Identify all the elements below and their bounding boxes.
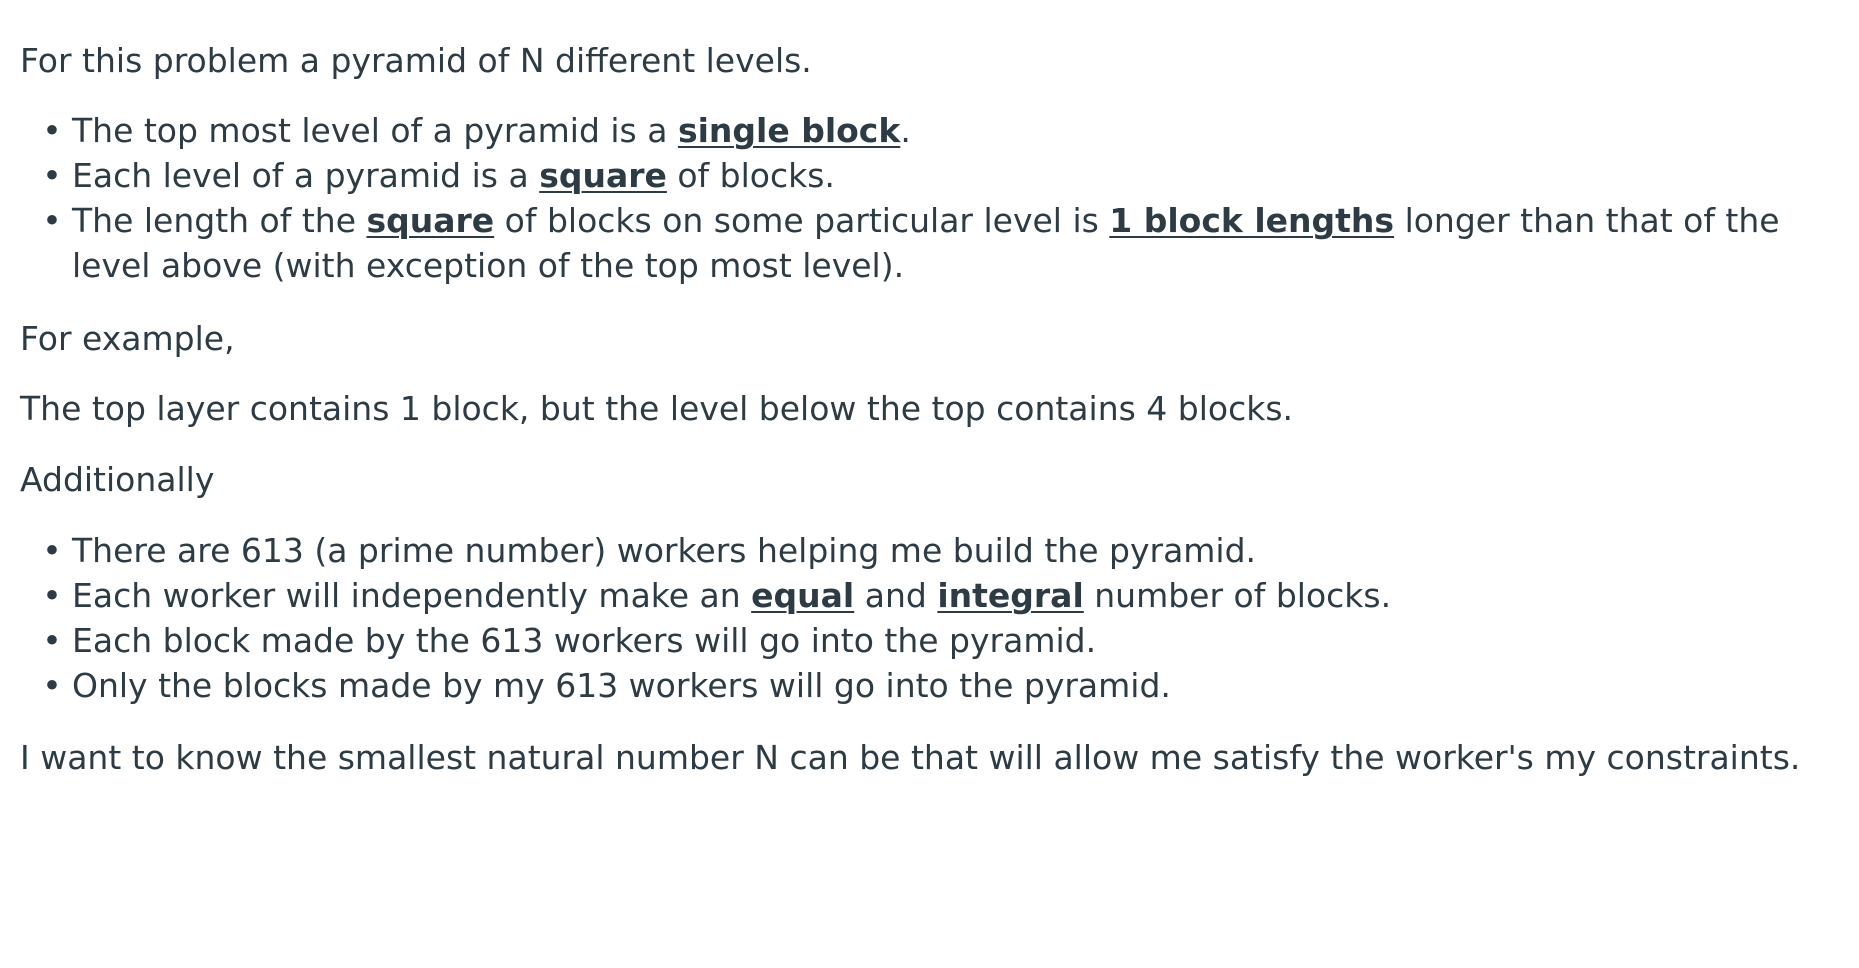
emphasis: 1 block lengths — [1109, 201, 1395, 240]
emphasis: equal — [751, 576, 855, 615]
intro-paragraph: For this problem a pyramid of N different levels. — [20, 41, 812, 80]
bullet-icon: • — [42, 621, 62, 660]
example-paragraph: The top layer contains 1 block, but the level below the top contains 4 blocks. — [20, 389, 1294, 428]
list-item: • The length of the square of blocks on some particular level is 1 block lengths longer than that of the level above (with exception of the top most level). — [20, 198, 1859, 288]
pyramid-rules-list — [20, 108, 1859, 288]
bullet-icon: • — [42, 531, 62, 570]
bullet-icon: • — [42, 666, 62, 705]
list-item: • There are 613 (a prime number) workers helping me build the pyramid. — [20, 528, 1859, 573]
bullet-icon: • — [42, 576, 62, 615]
list-item: • Each worker will independently make an equal and integral number of blocks. — [20, 573, 1859, 618]
emphasis: single block — [677, 111, 901, 150]
additionally-label: Additionally — [20, 460, 215, 499]
worker-constraints-list — [20, 528, 1859, 708]
list-item: • Each block made by the 613 workers will go into the pyramid. — [20, 618, 1859, 663]
emphasis: square — [539, 156, 667, 195]
emphasis: square — [366, 201, 495, 240]
list-item: • The top most level of a pyramid is a single block. — [20, 108, 1859, 153]
emphasis: integral — [937, 576, 1084, 615]
question-paragraph: I want to know the smallest natural number N can be that will allow me satisfy the worker's my constraints. — [20, 738, 1801, 777]
bullet-icon: • — [42, 201, 62, 240]
bullet-icon: • — [42, 111, 62, 150]
list-item: • Each level of a pyramid is a square of blocks. — [20, 153, 1859, 198]
list-item: • Only the blocks made by my 613 workers will go into the pyramid. — [20, 663, 1859, 708]
bullet-icon: • — [42, 156, 62, 195]
example-label: For example, — [20, 319, 235, 358]
